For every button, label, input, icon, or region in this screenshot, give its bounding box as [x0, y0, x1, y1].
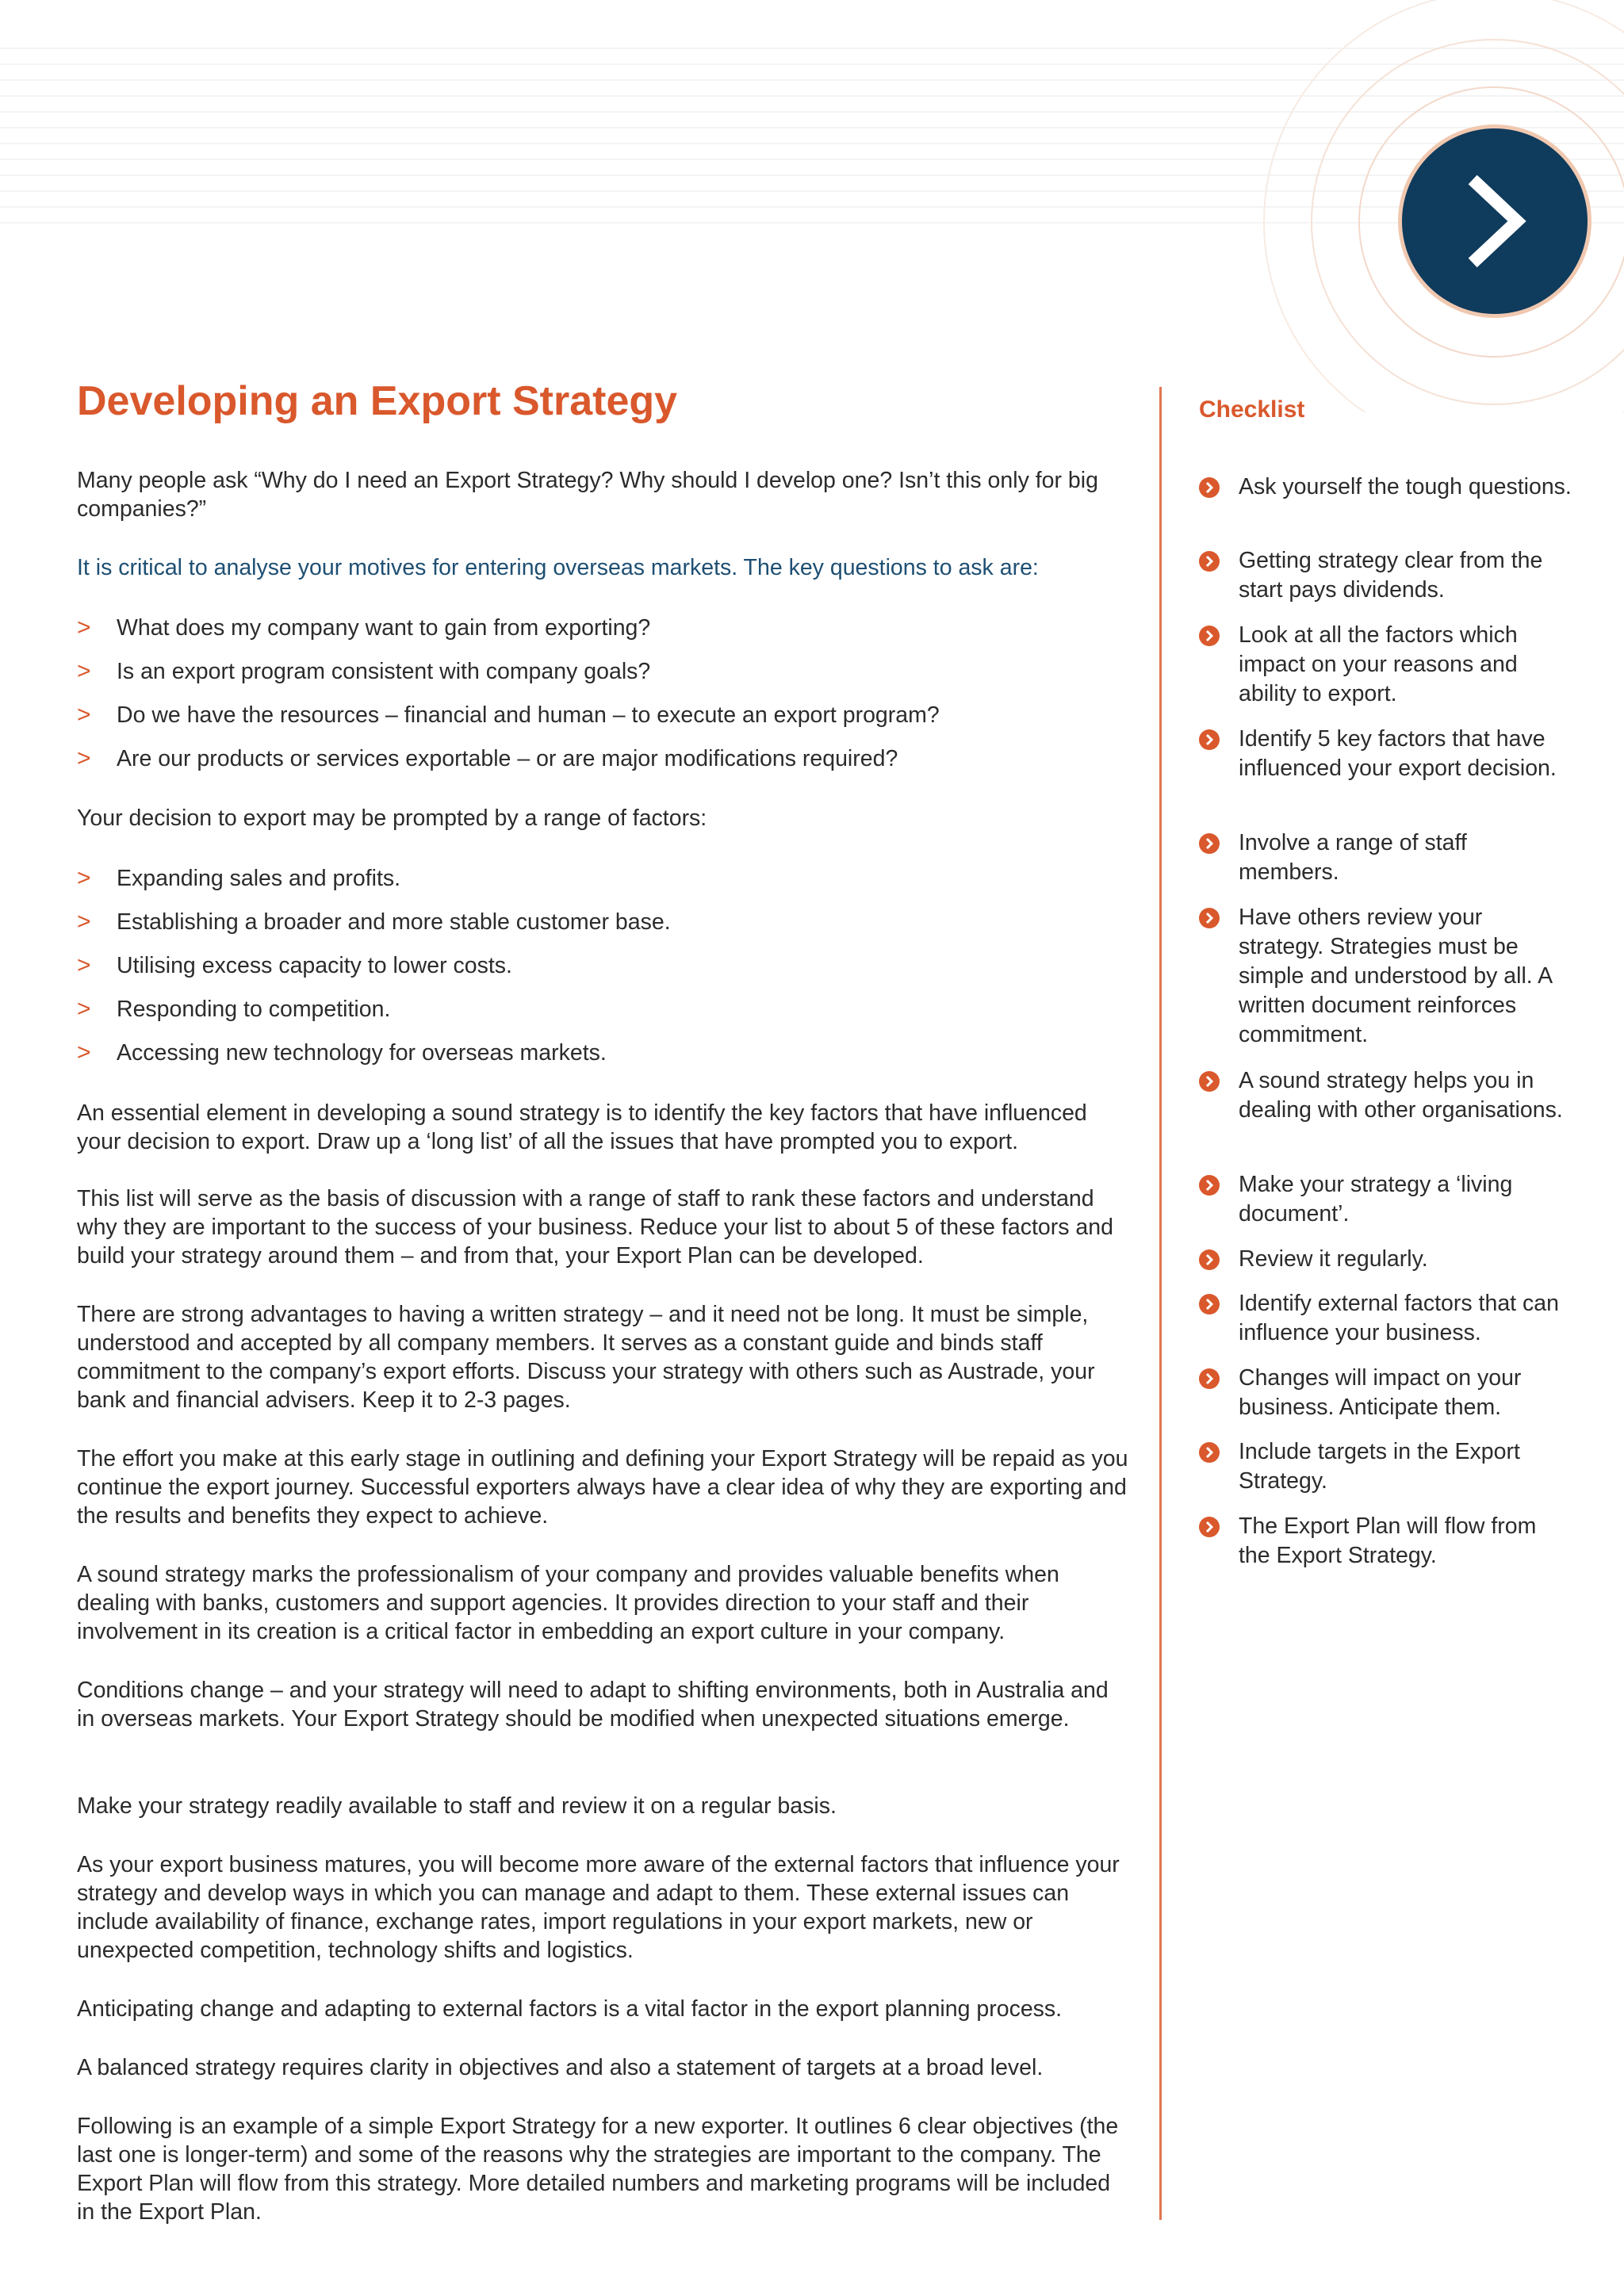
intro-paragraph: Many people ask “Why do I need an Export Strategy? Why should I develop one? Isn’t this only for big companies?”: [77, 468, 1098, 522]
chevron-circle-icon: [1199, 1071, 1220, 1092]
chevron-circle-icon: [1199, 729, 1220, 750]
body-paragraph: There are strong advantages to having a written strategy – and it need not be long. It must be simple, understood and accepted by all company members. It serves as a constant guide and binds staff commitment to the company’s export efforts. Discuss your strategy with others such as Austrade, your bank and financial advisers. Keep it to 2-3 pages.: [77, 1302, 1095, 1413]
factors-intro: Your decision to export may be prompted by a range of factors:: [77, 806, 707, 831]
chevron-bullet-icon: >: [77, 1039, 91, 1066]
checklist-title: Checklist: [1199, 396, 1305, 423]
chevron-circle-icon: [1199, 1175, 1220, 1196]
chevron-right-icon: [1402, 128, 1588, 314]
body-paragraph: A balanced strategy requires clarity in objectives and also a statement of targets at a broad level.: [77, 2055, 1044, 2080]
body-paragraph: As your export business matures, you will become more aware of the external factors that influence your strategy and develop ways in which you can manage and adapt to them. These external issues can include availability of finance, exchange rates, import regulations in your export markets, new or unexpected competition, technology shifts and logistics.: [77, 1852, 1120, 1963]
chevron-circle-icon: [1199, 1442, 1220, 1463]
body-paragraph: Make your strategy readily available to staff and review it on a regular basis.: [77, 1793, 837, 1819]
body-paragraph: An essential element in developing a sound strategy is to identify the key factors that have influenced your decision to export. Draw up a ‘long list’ of all the issues that have prompted you to export.: [77, 1100, 1087, 1154]
decorative-circles: [0, 0, 1624, 412]
chevron-circle-icon: [1199, 1368, 1220, 1389]
chevron-bullet-icon: >: [77, 865, 91, 891]
chevron-circle-icon: [1199, 1249, 1220, 1270]
chevron-circle-icon: [1199, 551, 1220, 572]
column-divider: [1159, 387, 1162, 2220]
chevron-bullet-icon: >: [77, 658, 91, 684]
chevron-bullet-icon: >: [77, 614, 91, 641]
chevron-circle-icon: [1199, 1294, 1220, 1314]
chevron-bullet-icon: >: [77, 996, 91, 1022]
chevron-circle-icon: [1199, 833, 1220, 854]
chevron-circle-icon: [1199, 626, 1220, 646]
page-title: Developing an Export Strategy: [77, 378, 678, 424]
body-paragraph: Anticipating change and adapting to external factors is a vital factor in the export planning process.: [77, 1996, 1063, 2022]
chevron-bullet-icon: >: [77, 952, 91, 978]
body-paragraph: A sound strategy marks the professionalism of your company and provides valuable benefits when dealing with banks, customers and support agencies. It provides direction to your staff and their involvement in its creation is a critical factor in embedding an export culture in your company.: [77, 1562, 1059, 1644]
body-paragraph: This list will serve as the basis of discussion with a range of staff to rank these factors and understand why they are important to the success of your business. Reduce your list to about 5 of these factors and build your strategy around them – and from that, your Export Plan can be developed.: [77, 1186, 1113, 1269]
body-paragraph: Conditions change – and your strategy will need to adapt to shifting environments, both in Australia and in overseas markets. Your Export Strategy should be modified when unexpected situations emerge.: [77, 1678, 1109, 1732]
lead-paragraph: It is critical to analyse your motives for entering overseas markets. The key questions to ask are:: [77, 555, 1039, 580]
chevron-bullet-icon: >: [77, 702, 91, 728]
chevron-bullet-icon: >: [77, 909, 91, 935]
chevron-circle-icon: [1199, 1517, 1220, 1537]
body-paragraph: Following is an example of a simple Export Strategy for a new exporter. It outlines 6 clear objectives (the last one is longer-term) and some of the reasons why the strategies are important to the company. The Export Plan will flow from this strategy. More detailed numbers and marketing programs will be included in the Export Plan.: [77, 2114, 1119, 2225]
chevron-bullet-icon: >: [77, 745, 91, 771]
body-paragraph: The effort you make at this early stage in outlining and defining your Export Strategy will be repaid as you continue the export journey. Successful exporters always have a clear idea of why they are exporting and the results and benefits they expect to achieve.: [77, 1446, 1128, 1529]
chevron-circle-icon: [1199, 477, 1220, 498]
chevron-circle-icon: [1199, 908, 1220, 928]
next-badge: [1402, 128, 1588, 314]
